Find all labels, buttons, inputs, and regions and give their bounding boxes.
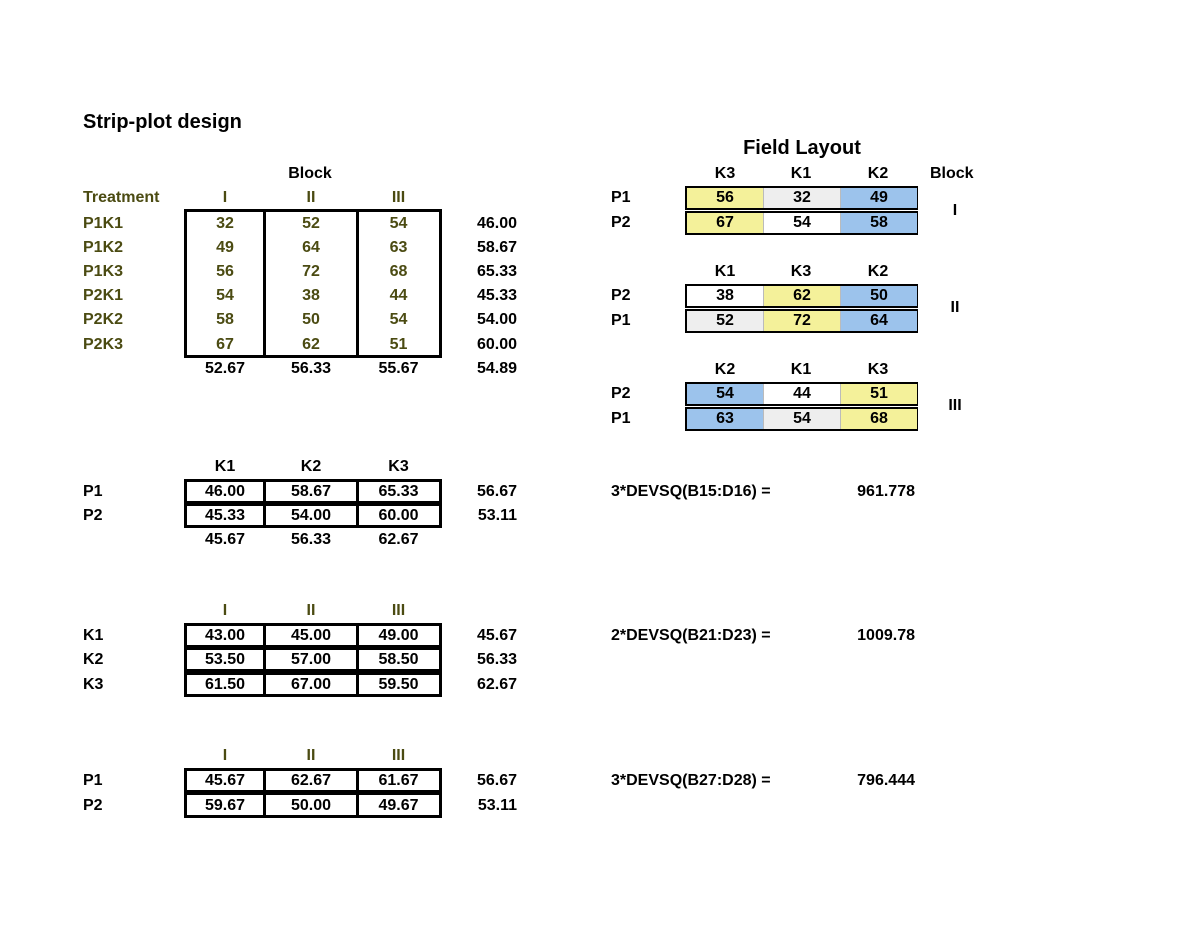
table-cell: 62.67 [290,772,332,789]
row-mean: 60.00 [476,336,517,353]
table-cell: 45.00 [290,627,332,644]
row-mean: 58.67 [476,239,517,256]
field-plot: 50 [840,286,917,306]
formula: 3*DEVSQ(B15:D16) = [611,483,771,500]
table-cell: 54 [389,215,408,232]
col-header-K2: K2 [300,458,322,475]
row-mean: 56.67 [476,483,517,500]
col-header-II: II [306,747,316,764]
table-cell: 50.00 [290,797,332,814]
field-plot: 32 [763,188,840,208]
row-mean: 53.11 [477,797,517,814]
row-mean: 54.00 [476,311,517,328]
table-cell: 49 [216,239,234,256]
field-col-header: K2 [867,165,889,182]
row-label: P2K2 [83,311,124,328]
row-label: P1K3 [83,263,124,280]
col-header-K1: K1 [214,458,236,475]
table-cell: 46.00 [204,483,246,500]
table-cell: 57.00 [290,651,332,668]
row-mean: 65.33 [476,263,517,280]
field-col-header: K1 [790,361,812,378]
table-cell: 45.67 [204,772,246,789]
field-plot: 58 [840,213,917,233]
field-plot: 54 [687,384,763,404]
column-mean: 62.67 [378,531,419,548]
table-cell: 51 [389,336,408,353]
field-col-header: K1 [790,165,812,182]
table-cell: 64 [302,239,320,256]
row-label: P1 [83,483,103,500]
table-cell: 61.67 [378,772,419,789]
col-header-II: II [306,602,316,619]
field-row-label: P2 [611,287,631,304]
row-mean: 56.33 [476,651,517,668]
table-cell: 32 [216,215,234,232]
grand-mean: 54.89 [476,360,517,377]
col-header-III: III [391,189,406,206]
table-cell: 44 [389,287,408,304]
column-mean: 55.67 [378,360,419,377]
formula-result: 796.444 [857,772,915,789]
table-cell: 50 [302,311,320,328]
row-mean: 53.11 [477,507,517,524]
column-mean: 56.33 [290,531,332,548]
formula: 2*DEVSQ(B21:D23) = [611,627,771,644]
col-header-III: III [391,747,406,764]
field-row-label: P2 [611,385,631,402]
field-col-header: K3 [714,165,736,182]
table-cell: 59.67 [204,797,246,814]
table-cell: 65.33 [378,483,419,500]
treatment-header: Treatment [83,189,160,206]
col-header-I: I [222,602,228,619]
formula-result: 961.778 [857,483,915,500]
col-header-I: I [222,747,228,764]
table-cell: 68 [389,263,408,280]
table-cell: 54 [216,287,234,304]
field-row [685,211,918,235]
row-label: K3 [83,676,104,693]
table-cell: 54.00 [290,507,332,524]
table-cell: 53.50 [204,651,246,668]
table-cell: 62 [302,336,320,353]
field-plot: 44 [763,384,840,404]
row-mean: 45.67 [476,627,517,644]
table-cell: 58.67 [290,483,332,500]
table-cell: 56 [216,263,234,280]
field-plot: 63 [687,409,763,429]
table-cell: 38 [302,287,320,304]
table-cell: 59.50 [378,676,419,693]
table-cell: 67.00 [290,676,332,693]
field-plot: 54 [763,409,840,429]
formula-result: 1009.78 [857,627,915,644]
col-header-II: II [306,189,316,206]
field-row [685,382,918,406]
row-label: K1 [83,627,104,644]
table-cell: 45.33 [204,507,246,524]
column-mean: 45.67 [204,531,246,548]
field-row-label: P1 [611,189,631,206]
row-mean: 62.67 [476,676,517,693]
row-mean: 46.00 [476,215,517,232]
row-label: P2K1 [83,287,124,304]
row-mean: 45.33 [476,287,517,304]
formula: 3*DEVSQ(B27:D28) = [611,772,771,789]
row-mean: 56.67 [476,772,517,789]
field-col-header: K1 [714,263,736,280]
field-row [685,407,918,431]
row-label: P2K3 [83,336,124,353]
field-row [685,284,918,308]
block-header: Block [288,165,332,182]
table-cell: 43.00 [204,627,246,644]
column-mean: 52.67 [204,360,246,377]
field-block-label: II [950,299,960,316]
field-plot: 72 [763,311,840,331]
col-header-K3: K3 [388,458,409,475]
page-title: Strip-plot design [83,111,242,133]
field-col-header: K3 [790,263,812,280]
col-header-III: III [391,602,406,619]
row-label: P1K2 [83,239,124,256]
table-cell: 63 [389,239,408,256]
field-plot: 49 [840,188,917,208]
field-plot: 38 [687,286,763,306]
table-cell: 72 [302,263,320,280]
column-mean: 56.33 [290,360,332,377]
field-layout-title: Field Layout [743,137,861,159]
row-label: P1 [83,772,103,789]
field-row-label: P2 [611,214,631,231]
field-block-label: III [948,397,962,414]
field-plot: 54 [763,213,840,233]
field-block-header: Block [930,165,974,182]
field-row-label: P1 [611,410,631,427]
field-plot: 56 [687,188,763,208]
field-plot: 51 [840,384,917,404]
row-label: K2 [83,651,104,668]
field-plot: 67 [687,213,763,233]
table-cell: 58.50 [378,651,419,668]
field-plot: 52 [687,311,763,331]
field-plot: 64 [840,311,917,331]
table-cell: 54 [389,311,408,328]
field-block-label: I [952,202,958,219]
table-cell: 49.67 [378,797,419,814]
table-cell: 58 [216,311,234,328]
field-row [685,309,918,333]
table-cell: 52 [302,215,320,232]
field-row [685,186,918,210]
table-cell: 60.00 [378,507,419,524]
field-col-header: K2 [867,263,889,280]
field-col-header: K2 [714,361,736,378]
field-plot: 62 [763,286,840,306]
table-cell: 49.00 [378,627,419,644]
field-col-header: K3 [867,361,889,378]
table-cell: 61.50 [204,676,246,693]
row-label: P2 [83,507,103,524]
col-header-I: I [222,189,228,206]
row-label: P1K1 [83,215,124,232]
row-label: P2 [83,797,103,814]
field-row-label: P1 [611,312,631,329]
field-plot: 68 [840,409,917,429]
table-cell: 67 [216,336,234,353]
